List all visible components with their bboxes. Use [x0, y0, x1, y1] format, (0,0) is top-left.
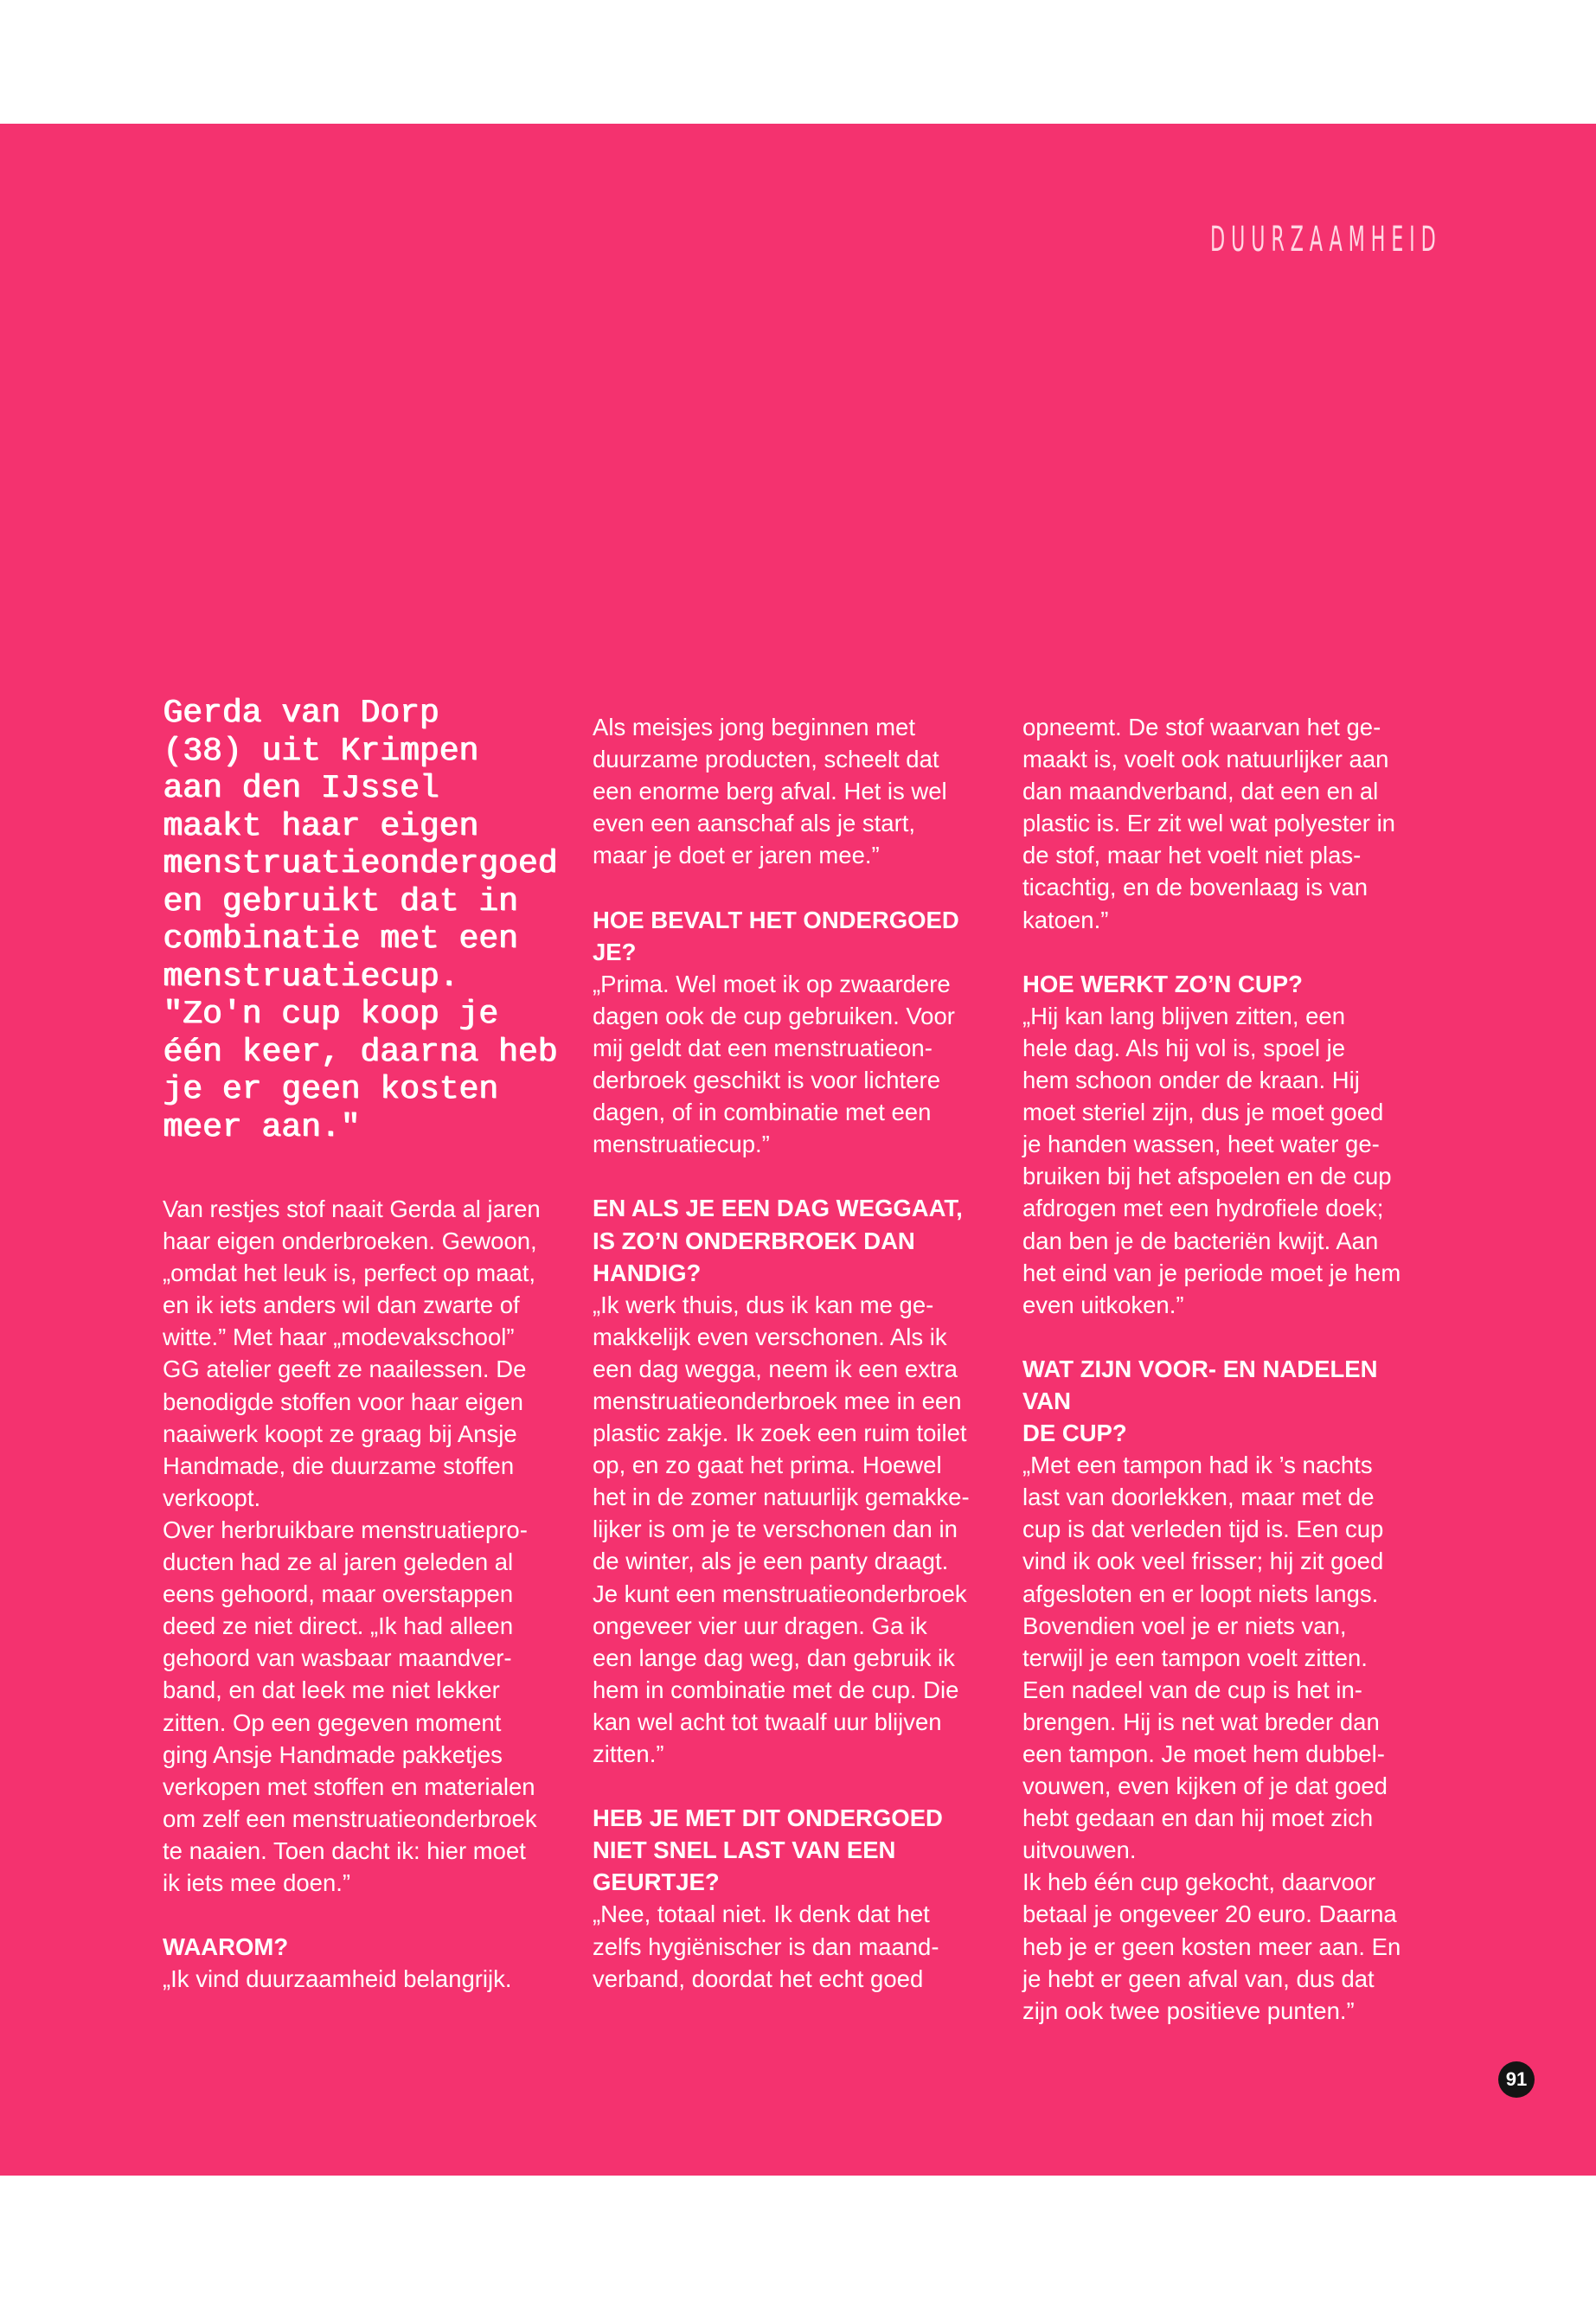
intro-line: je er geen kosten: [163, 1071, 498, 1108]
body-line: vind ik ook veel frisser; hij zit goed: [1022, 1548, 1384, 1575]
body-line: zelfs hygiënischer is dan maand-: [593, 1932, 939, 1960]
body-line: dagen ook de cup gebruiken. Voor: [593, 1002, 955, 1029]
paragraph-gap: [1022, 936, 1429, 968]
body-line: je handen wassen, heet water ge-: [1022, 1131, 1380, 1158]
question-heading: IS ZO’N ONDERBROEK DAN: [593, 1227, 915, 1254]
body-line: maakt is, voelt ook natuurlijker aan: [1022, 746, 1389, 773]
body-line: een enorme berg afval. Het is wel: [593, 778, 947, 805]
body-line: witte.” Met haar „modevakschool”: [163, 1324, 515, 1351]
question-heading: WAAROM?: [163, 1933, 289, 1961]
intro-line: Gerda van Dorp: [163, 695, 439, 732]
body-line: „Nee, totaal niet. Ik denk dat het: [593, 1900, 930, 1928]
body-line: Bovendien voel je er niets van,: [1022, 1612, 1347, 1639]
body-line: ik iets mee doen.”: [163, 1868, 351, 1896]
body-line: band, en dat leek me niet lekker: [163, 1676, 500, 1704]
intro-line: menstruatiecup.: [163, 958, 459, 996]
body-line: vouwen, even kijken of je dat goed: [1022, 1772, 1388, 1800]
body-line: je hebt er geen afval van, dus dat: [1022, 1965, 1375, 1992]
body-line: het in de zomer natuurlijk gemakke-: [593, 1484, 970, 1511]
intro-line: menstruatieondergoed: [163, 845, 558, 882]
body-line: Als meisjes jong beginnen met: [593, 714, 915, 740]
body-line: „Ik werk thuis, dus ik kan me ge-: [593, 1291, 934, 1318]
body-line: dan maandverband, dat een en al: [1022, 778, 1379, 805]
body-line: gehoord van wasbaar maandver-: [163, 1644, 512, 1672]
body-line: menstruatiecup.”: [593, 1131, 770, 1158]
question-heading: GEURTJE?: [593, 1868, 720, 1896]
body-line: heb je er geen kosten meer aan. En: [1022, 1932, 1401, 1960]
intro-line: (38) uit Krimpen: [163, 732, 478, 770]
body-line: zijn ook twee positieve punten.”: [1022, 1997, 1355, 2024]
body-line: even een aanschaf als je start,: [593, 810, 916, 837]
question-heading: EN ALS JE EEN DAG WEGGAAT,: [593, 1195, 963, 1222]
body-line: hem schoon onder de kraan. Hij: [1022, 1067, 1360, 1094]
body-line: hebt gedaan en dan hij moet zich: [1022, 1804, 1374, 1832]
body-line: cup is dat verleden tijd is. Een cup: [1022, 1516, 1384, 1543]
body-line: hele dag. Als hij vol is, spoel je: [1022, 1034, 1345, 1061]
body-line: dan ben je de bacteriën kwijt. Aan: [1022, 1227, 1379, 1254]
question-heading: HEB JE MET DIT ONDERGOED: [593, 1804, 943, 1832]
body-line: de stof, maar het voelt niet plas-: [1022, 842, 1362, 869]
body-line: naaiwerk koopt ze graag bij Ansje: [163, 1420, 517, 1447]
body-line: plastic is. Er zit wel wat polyester in: [1022, 810, 1395, 837]
body-line: ducten had ze al jaren geleden al: [163, 1548, 514, 1576]
body-line: moet steriel zijn, dus je moet goed: [1022, 1099, 1384, 1126]
body-line: een lange dag weg, dan gebruik ik: [593, 1644, 955, 1671]
body-line: „omdat het leuk is, perfect op maat,: [163, 1259, 536, 1287]
body-line: dagen, of in combinatie met een: [593, 1099, 932, 1126]
body-line: last van doorlekken, maar met de: [1022, 1484, 1375, 1511]
body-line: GG atelier geeft ze naailessen. De: [163, 1356, 527, 1383]
body-line: verband, doordat het echt goed: [593, 1965, 924, 1992]
body-line: en ik iets anders wil dan zwarte of: [163, 1292, 520, 1319]
body-line: om zelf een menstruatieonderbroek: [163, 1804, 537, 1832]
body-line: op, en zo gaat het prima. Hoewel: [593, 1452, 942, 1479]
body-line: afgesloten en er loopt niets langs.: [1022, 1580, 1379, 1607]
body-line: ging Ansje Handmade pakketjes: [163, 1740, 503, 1768]
intro-line: aan den IJssel: [163, 770, 439, 807]
body-line: betaal je ongeveer 20 euro. Daarna: [1022, 1900, 1397, 1928]
question-heading: DE CUP?: [1022, 1420, 1127, 1447]
body-line: een tampon. Je moet hem dubbel-: [1022, 1740, 1385, 1767]
page-number-badge: 91: [1498, 2061, 1535, 2098]
body-line: afdrogen met een hydrofiele doek;: [1022, 1195, 1384, 1222]
body-line: „Prima. Wel moet ik op zwaardere: [593, 970, 951, 997]
body-line: duurzame producten, scheelt dat: [593, 746, 939, 773]
paragraph-gap: [593, 871, 990, 903]
body-line: „Ik vind duurzaamheid belangrijk.: [163, 1965, 512, 1993]
paragraph-gap: [163, 1899, 561, 1931]
body-line: mij geldt dat een menstruatieon-: [593, 1034, 933, 1061]
body-line: makkelijk even verschonen. Als ik: [593, 1323, 947, 1350]
body-line: hem in combinatie met de cup. Die: [593, 1676, 959, 1703]
body-line: ticachtig, en de bovenlaag is van: [1022, 874, 1368, 901]
body-line: het eind van je periode moet je hem: [1022, 1259, 1401, 1286]
body-line: te naaien. Toen dacht ik: hier moet: [163, 1836, 526, 1864]
intro-line: combinatie met een: [163, 920, 518, 958]
body-line: benodigde stoffen voor haar eigen: [163, 1388, 523, 1415]
body-line: uitvouwen.: [1022, 1836, 1137, 1864]
body-line: eens gehoord, maar overstappen: [163, 1580, 514, 1608]
body-line: katoen.”: [1022, 906, 1109, 933]
paragraph-gap: [1022, 1321, 1429, 1353]
body-line: „Met een tampon had ik ’s nachts: [1022, 1452, 1373, 1479]
body-line: lijker is om je te verschonen dan in: [593, 1516, 958, 1543]
intro-line: meer aan.": [163, 1108, 361, 1146]
section-label: DUURZAAMHEID: [1210, 220, 1442, 260]
intro-line: één keer, daarna heb: [163, 1033, 558, 1071]
body-line: verkopen met stoffen en materialen: [163, 1772, 535, 1800]
body-line: Over herbruikbare menstruatiepro-: [163, 1516, 528, 1543]
body-line: maar je doet er jaren mee.”: [593, 842, 880, 869]
question-heading: HOE WERKT ZO’N CUP?: [1022, 970, 1303, 997]
body-line: Een nadeel van de cup is het in-: [1022, 1676, 1362, 1703]
body-line: brengen. Hij is net wat breder dan: [1022, 1708, 1380, 1735]
article-column-2: [593, 711, 990, 1995]
intro-line: en gebruikt dat in: [163, 882, 518, 920]
paragraph-gap: [593, 1160, 990, 1192]
body-line: bruiken bij het afspoelen en de cup: [1022, 1163, 1392, 1190]
intro-line: "Zo'n cup koop je: [163, 996, 498, 1033]
article-column-3: [1022, 711, 1429, 2027]
body-line: zitten. Op een gegeven moment: [163, 1708, 502, 1736]
question-heading: JE?: [593, 938, 637, 965]
body-line: een dag wegga, neem ik een extra: [593, 1355, 958, 1382]
body-line: verkoopt.: [163, 1484, 261, 1511]
body-line: terwijl je een tampon voelt zitten.: [1022, 1644, 1368, 1671]
body-line: Je kunt een menstruatieonderbroek: [593, 1580, 967, 1607]
body-line: de winter, als je een panty draagt.: [593, 1548, 949, 1575]
question-heading: NIET SNEL LAST VAN EEN: [593, 1836, 896, 1864]
body-line: ongeveer vier uur dragen. Ga ik: [593, 1612, 927, 1639]
body-line: Handmade, die duurzame stoffen: [163, 1452, 515, 1479]
intro-pull-quote: [163, 695, 569, 1146]
question-heading: HOE BEVALT HET ONDERGOED: [593, 906, 959, 933]
body-line: opneemt. De stof waarvan het ge-: [1022, 714, 1381, 740]
article-column-1: [163, 1193, 561, 1995]
question-heading: HANDIG?: [593, 1259, 702, 1286]
paragraph-gap: [593, 1770, 990, 1802]
body-line: deed ze niet direct. „Ik had alleen: [163, 1612, 514, 1640]
body-line: „Hij kan lang blijven zitten, een: [1022, 1002, 1345, 1029]
body-line: zitten.”: [593, 1740, 664, 1767]
body-line: haar eigen onderbroeken. Gewoon,: [163, 1227, 537, 1255]
intro-line: maakt haar eigen: [163, 807, 478, 845]
question-heading: WAT ZIJN VOOR- EN NADELEN VAN: [1022, 1355, 1378, 1414]
body-line: Van restjes stof naait Gerda al jaren: [163, 1195, 541, 1222]
body-line: kan wel acht tot twaalf uur blijven: [593, 1708, 942, 1735]
body-line: Ik heb één cup gekocht, daarvoor: [1022, 1868, 1376, 1896]
body-line: even uitkoken.”: [1022, 1291, 1184, 1318]
body-line: derbroek geschikt is voor lichtere: [593, 1067, 940, 1094]
body-line: menstruatieonderbroek mee in een: [593, 1387, 962, 1414]
body-line: plastic zakje. Ik zoek een ruim toilet: [593, 1420, 967, 1447]
